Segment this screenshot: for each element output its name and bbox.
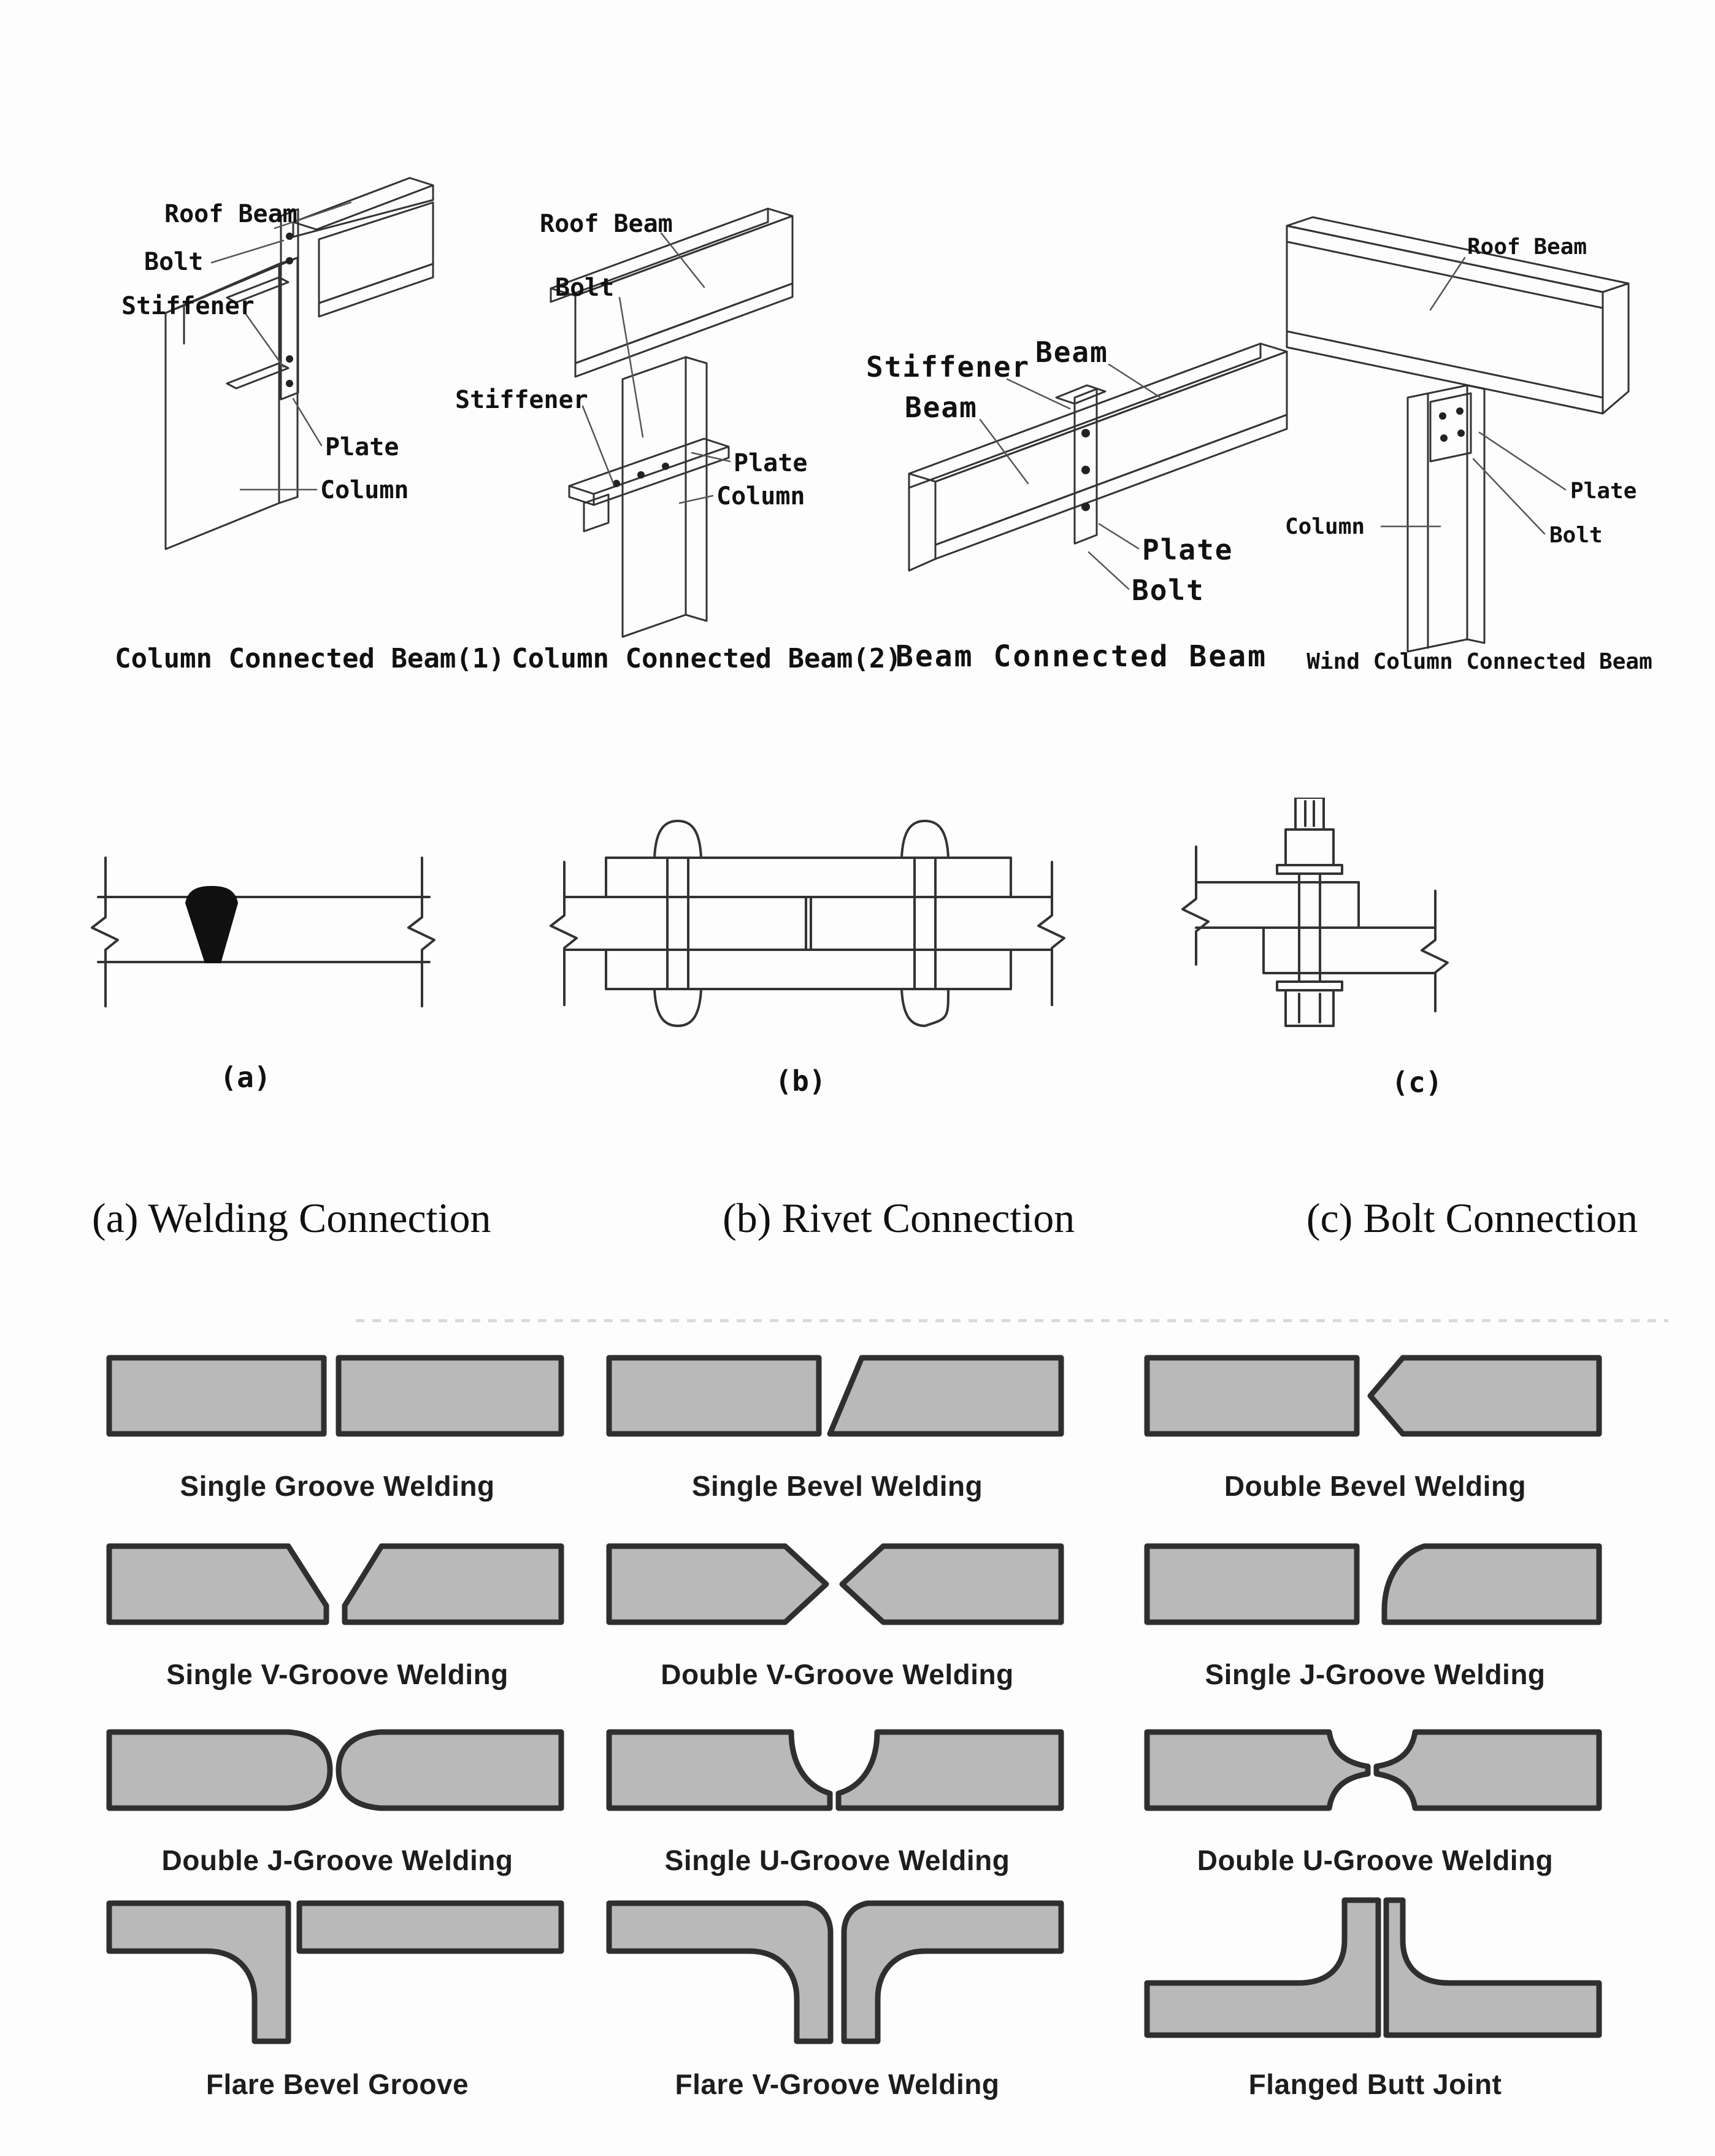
weld-cell-double-j-groove xyxy=(104,1727,570,1877)
weld-cell-flare-bevel xyxy=(104,1891,570,2101)
weld-cell-flare-v-groove xyxy=(604,1891,1070,2101)
weld-cell-single-u-groove xyxy=(604,1727,1070,1877)
connection-type-figures xyxy=(0,798,1715,1141)
weld-label: Double J-Groove Welding xyxy=(161,1844,513,1876)
stiffener-line-art xyxy=(584,495,608,531)
d2-label-stiffener: Stiffener xyxy=(455,386,588,414)
weld-label: Double V-Groove Welding xyxy=(661,1658,1014,1690)
d4-label-column: Column xyxy=(1285,514,1365,539)
weld-label: Single J-Groove Welding xyxy=(1205,1658,1546,1690)
butt-joint-line xyxy=(806,897,811,950)
plate-line-art xyxy=(569,439,729,505)
d4-label-bolt: Bolt xyxy=(1549,523,1603,548)
rivet-right xyxy=(902,821,948,1026)
diagram-column-connected-beam-1 xyxy=(115,178,505,674)
d1-label-roof-beam: Roof Beam xyxy=(164,200,297,228)
figure-tag-c: (c) xyxy=(1391,1066,1443,1099)
weld-cell-double-v-groove xyxy=(604,1541,1070,1691)
rivet-left xyxy=(654,821,701,1026)
d2-label-column: Column xyxy=(716,482,805,510)
beam-line-art xyxy=(293,178,433,317)
figure-tag-a: (a) xyxy=(220,1061,271,1094)
column-line-art xyxy=(623,357,707,637)
break-line-right xyxy=(1038,862,1064,1005)
double-j-groove-shape xyxy=(104,1727,570,1813)
break-line-left xyxy=(551,862,577,1005)
weld-label: Double U-Groove Welding xyxy=(1197,1844,1554,1876)
d1-caption: Column Connected Beam(1) xyxy=(115,643,505,674)
flare-bevel-shape xyxy=(104,1891,570,2044)
figure-tag-b: (b) xyxy=(775,1065,826,1098)
weld-cell-single-bevel xyxy=(604,1353,1070,1503)
weld-label: Flanged Butt Joint xyxy=(1248,2068,1502,2100)
d2-label-bolt: Bolt xyxy=(555,274,615,302)
figure-bolt-connection xyxy=(1183,798,1448,1099)
double-v-groove-shape xyxy=(604,1541,1070,1627)
weld-cell-single-v-groove xyxy=(104,1541,570,1691)
d3-label-bolt: Bolt xyxy=(1132,574,1205,607)
weld-label: Double Bevel Welding xyxy=(1224,1470,1527,1502)
d3-label-beam-left: Beam xyxy=(905,391,978,424)
cropped-text-artifact xyxy=(356,1319,1668,1322)
d2-label-roof-beam: Roof Beam xyxy=(540,210,673,238)
d3-label-beam-top: Beam xyxy=(1035,336,1108,369)
break-line-right xyxy=(409,858,434,1006)
weld-label: Single Groove Welding xyxy=(180,1470,495,1502)
d2-caption: Column Connected Beam(2) xyxy=(512,643,902,674)
caption-welding-connection: (a) Welding Connection xyxy=(92,1194,491,1241)
diagram-wind-column-connected-beam xyxy=(1285,217,1652,674)
d1-label-column: Column xyxy=(320,476,409,504)
single-u-groove-shape xyxy=(604,1727,1070,1813)
diagram-column-connected-beam-2 xyxy=(455,209,902,674)
flare-v-groove-shape xyxy=(604,1891,1070,2044)
weld-label: Single Bevel Welding xyxy=(691,1470,983,1502)
single-v-groove-shape xyxy=(104,1541,570,1627)
weld-cell-double-u-groove xyxy=(1142,1727,1608,1877)
d1-label-plate: Plate xyxy=(325,433,399,461)
break-line-left xyxy=(92,858,118,1006)
d1-label-bolt: Bolt xyxy=(144,248,204,276)
figure-rivet-connection xyxy=(551,821,1064,1098)
figure-welding-connection xyxy=(92,858,434,1094)
plate-line-art xyxy=(1075,389,1097,544)
beam-connection-figures xyxy=(0,0,1715,699)
d4-caption: Wind Column Connected Beam xyxy=(1306,649,1652,674)
double-bevel-shape xyxy=(1142,1353,1608,1439)
d1-label-stiffener: Stiffener xyxy=(121,292,255,320)
single-groove-shape xyxy=(104,1353,570,1439)
weld-cell-flanged-butt xyxy=(1142,1891,1608,2101)
weld-label: Single U-Groove Welding xyxy=(664,1844,1010,1876)
caption-bolt-connection: (c) Bolt Connection xyxy=(1306,1194,1638,1241)
d2-label-plate: Plate xyxy=(734,449,808,477)
column-line-art xyxy=(1408,385,1484,652)
single-bevel-shape xyxy=(604,1353,1070,1439)
d4-label-plate: Plate xyxy=(1570,479,1637,504)
d3-label-stiffener: Stiffener xyxy=(866,350,1030,383)
d3-label-plate: Plate xyxy=(1142,533,1233,566)
caption-rivet-connection: (b) Rivet Connection xyxy=(723,1194,1075,1241)
d4-label-roof-beam: Roof Beam xyxy=(1467,234,1587,260)
double-u-groove-shape xyxy=(1142,1727,1608,1813)
weld-cell-single-j-groove xyxy=(1142,1541,1608,1691)
bolt-assembly xyxy=(1277,798,1342,1026)
d3-caption: Beam Connected Beam xyxy=(895,639,1268,674)
weld-label: Flare V-Groove Welding xyxy=(675,2068,1000,2100)
diagram-beam-connected-beam xyxy=(866,336,1287,674)
single-j-groove-shape xyxy=(1142,1541,1608,1627)
connection-caption-row xyxy=(92,1181,1638,1255)
weld-label: Flare Bevel Groove xyxy=(205,2068,469,2100)
break-line-left xyxy=(1183,847,1208,964)
break-line-right xyxy=(1422,891,1448,1011)
weld-bead xyxy=(185,886,238,963)
weld-label: Single V-Groove Welding xyxy=(166,1658,508,1690)
weld-cell-double-bevel xyxy=(1142,1353,1608,1503)
plate-line-art xyxy=(1430,393,1471,461)
flanged-butt-shape xyxy=(1142,1891,1608,2044)
weld-cell-single-groove xyxy=(104,1353,570,1503)
